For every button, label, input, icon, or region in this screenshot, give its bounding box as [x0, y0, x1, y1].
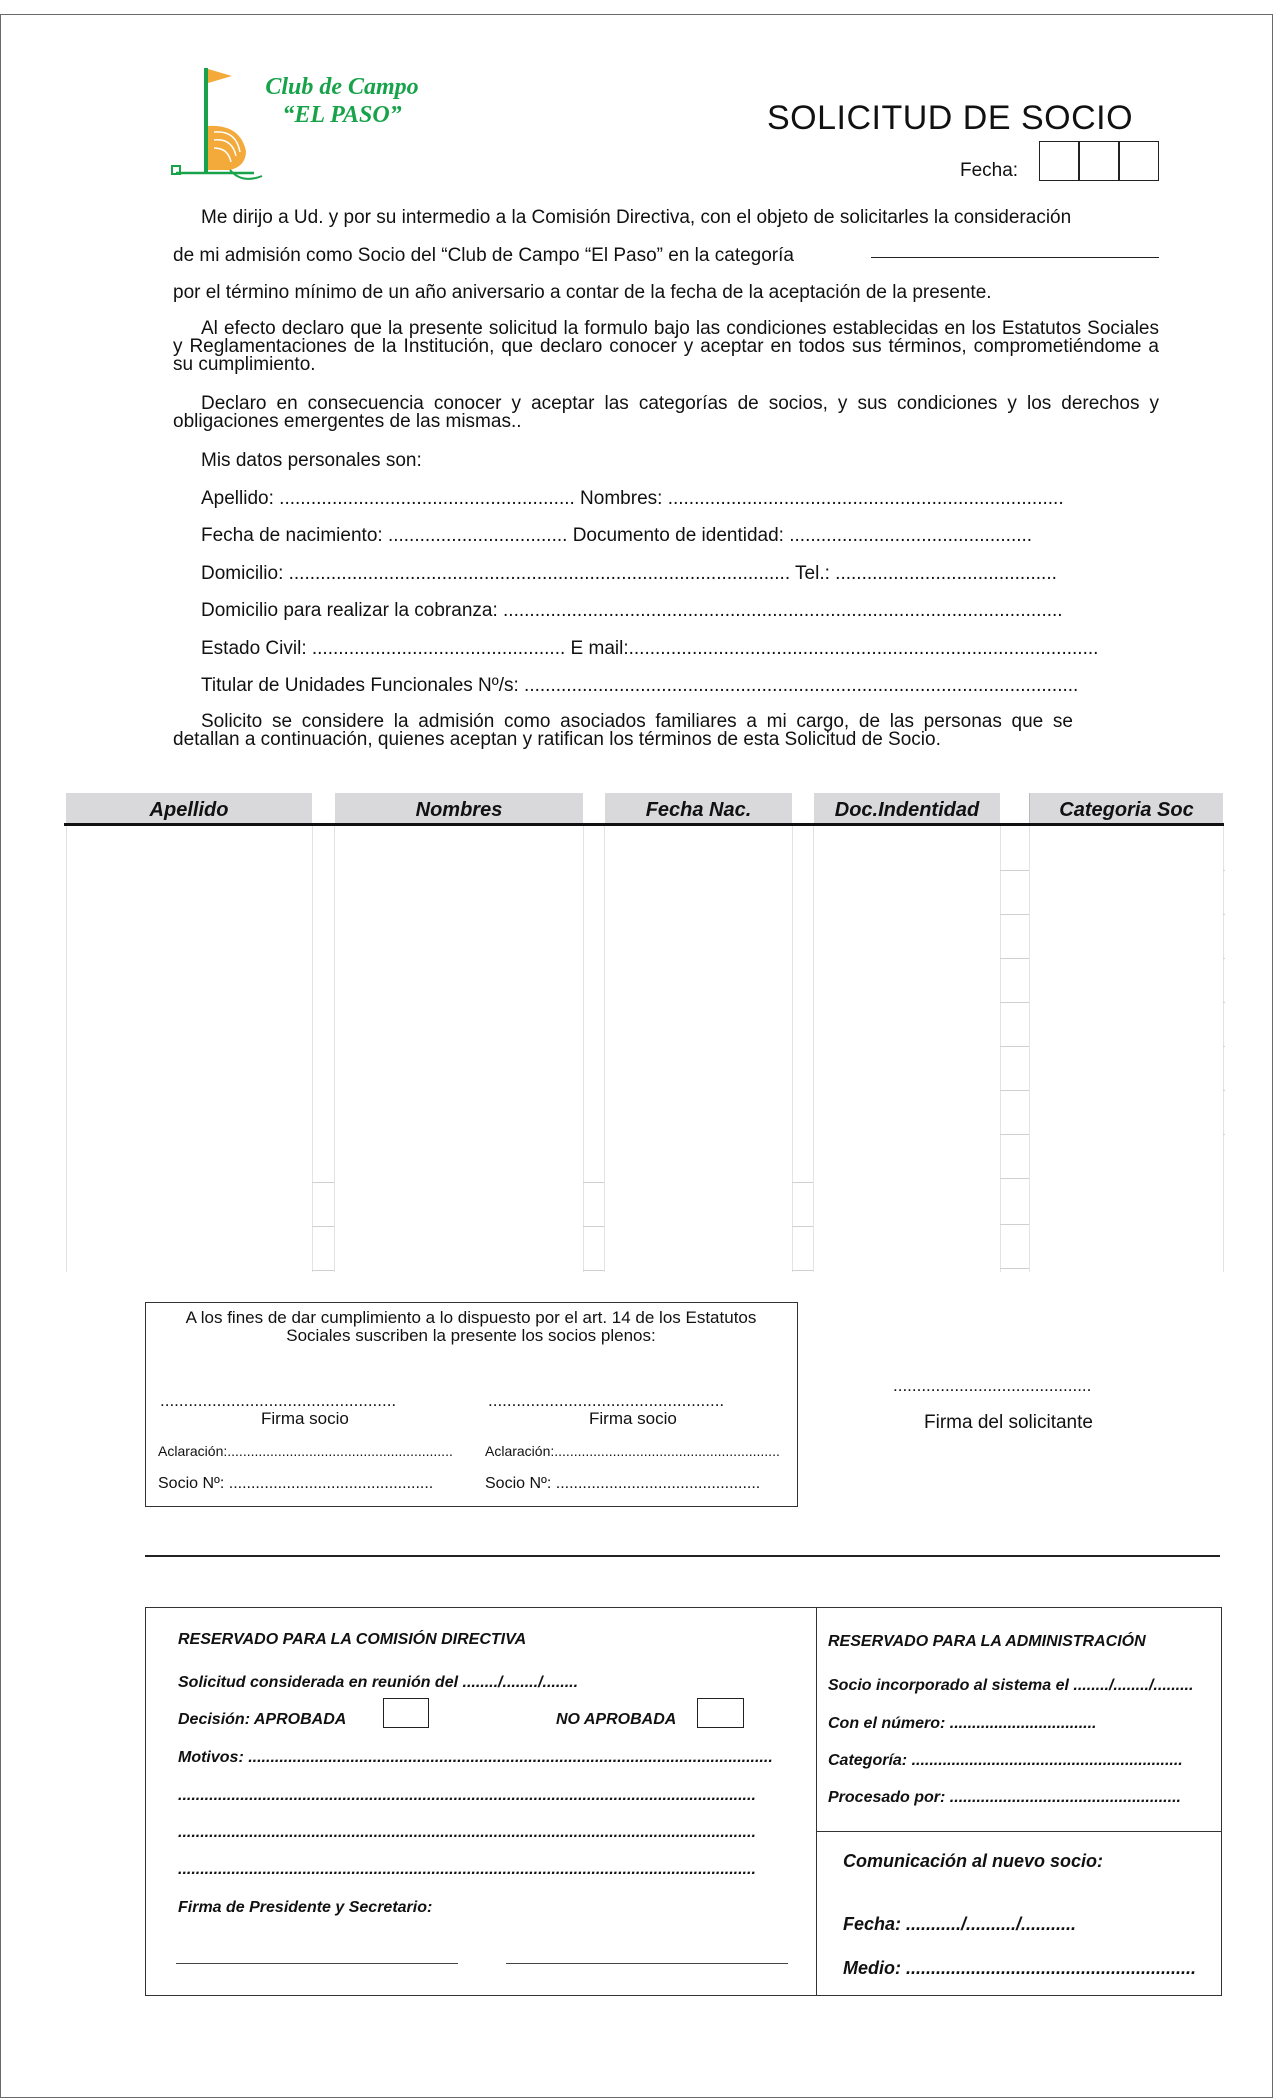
- reserved-column-divider: [816, 1607, 817, 1996]
- field-estado-email[interactable]: Estado Civil: ................................................ E mail:.........................................................................................: [201, 638, 1099, 659]
- col-header-apellido: Apellido: [66, 793, 312, 823]
- admin-heading: RESERVADO PARA LA ADMINISTRACIÓN: [828, 1633, 1146, 1650]
- field-nacimiento-documento[interactable]: Fecha de nacimiento: .................................. Documento de identidad: ..............................................: [201, 525, 1033, 546]
- paragraph-1-line2: de mi admisión como Socio del “Club de Campo “El Paso” en la categoría: [173, 245, 794, 266]
- directiva-motivos-line2[interactable]: ..................................................................................................................................: [178, 1787, 756, 1804]
- applicant-signature-label: Firma del solicitante: [924, 1412, 1093, 1433]
- date-year-box[interactable]: [1119, 141, 1159, 181]
- admin-categoria[interactable]: Categoría: .............................................................: [828, 1752, 1183, 1769]
- sponsor-2-socio-no[interactable]: Socio Nº: ..............................................: [485, 1475, 761, 1492]
- field-titular-unidades[interactable]: Titular de Unidades Funcionales Nº/s: .........................................................................................................: [201, 675, 1079, 696]
- field-domicilio-tel[interactable]: Domicilio: ............................................................................................... Tel.: ..........................................: [201, 563, 1057, 584]
- directiva-decision: Decisión: APROBADA: [178, 1711, 347, 1728]
- directiva-motivos-line3[interactable]: ..................................................................................................................................: [178, 1824, 756, 1841]
- club-name-line2: “EL PASO”: [282, 102, 402, 128]
- golf-flag-icon: [170, 66, 270, 184]
- col-header-categoria: Categoria Soc: [1030, 793, 1223, 823]
- sponsor-1-socio-no[interactable]: Socio Nº: ..............................................: [158, 1475, 434, 1492]
- club-logo: [170, 66, 270, 184]
- field-apellido-nombres[interactable]: Apellido: ........................................................ Nombres: ...........................................................................: [201, 488, 1064, 509]
- paragraph-2: Al efecto declaro que la presente solicitud la formulo bajo las condiciones establecidas en los Estatutos Sociales y Reglamentaciones de la Institución, que declaro conocer y aceptar en todos sus términos, comprometiéndome a su cumplimiento.: [173, 318, 1159, 375]
- field-domicilio-cobranza[interactable]: Domicilio para realizar la cobranza: ..........................................................................................................: [201, 600, 1063, 621]
- applicant-signature-dots[interactable]: ..........................................: [893, 1376, 1092, 1395]
- directiva-firma-label: Firma de Presidente y Secretario:: [178, 1899, 433, 1916]
- sponsor-1-aclaracion[interactable]: Aclaración:..........................................................: [158, 1443, 453, 1459]
- sponsor-2-firma-label: Firma socio: [589, 1409, 677, 1428]
- directiva-heading: RESERVADO PARA LA COMISIÓN DIRECTIVA: [178, 1631, 527, 1648]
- paragraph-1-line1: Me dirijo a Ud. y por su intermedio a la Comisión Directiva, con el objeto de solicitarles la consideración: [201, 207, 1072, 228]
- presidente-signature-line[interactable]: [176, 1963, 458, 1964]
- sponsors-box: [145, 1302, 798, 1507]
- admin-procesado[interactable]: Procesado por: ....................................................: [828, 1789, 1181, 1806]
- paragraph-5: Solicito se considere la admisión como asociados familiares a mi cargo, de las personas que se detallan a continuación, quienes aceptan y ratifican los términos de esta Solicitud de Socio.: [173, 711, 1073, 750]
- secretario-signature-line[interactable]: [506, 1963, 788, 1964]
- directiva-motivos[interactable]: Motivos: ......................................................................................................................: [178, 1749, 773, 1766]
- paragraph-1-line3: por el término mínimo de un año aniversario a contar de la fecha de la aceptación de la presente.: [173, 282, 992, 303]
- sponsor-2-aclaracion[interactable]: Aclaración:..........................................................: [485, 1443, 780, 1459]
- club-name-line1: Club de Campo: [265, 74, 419, 100]
- admin-split-line: [816, 1831, 1222, 1832]
- directiva-reunion[interactable]: Solicitud considerada en reunión del ......../......../........: [178, 1674, 579, 1691]
- col-header-doc-identidad: Doc.Indentidad: [814, 793, 1000, 823]
- date-day-box[interactable]: [1039, 141, 1079, 181]
- category-blank[interactable]: [871, 257, 1159, 258]
- aprobada-checkbox[interactable]: [383, 1698, 429, 1728]
- sponsor-1-signature-dots[interactable]: ..................................................: [160, 1391, 397, 1410]
- no-aprobada-checkbox[interactable]: [697, 1698, 744, 1728]
- directiva-no-aprobada: NO APROBADA: [556, 1711, 677, 1728]
- section-divider: [145, 1555, 1220, 1557]
- table-header-rule: [64, 823, 1224, 826]
- club-name: [262, 73, 422, 129]
- admin-medio[interactable]: Medio: ..........................................................: [843, 1958, 1197, 1978]
- date-label: Fecha:: [960, 160, 1019, 181]
- sponsor-1-firma-label: Firma socio: [261, 1409, 349, 1428]
- admin-numero[interactable]: Con el número: .................................: [828, 1715, 1097, 1732]
- sponsor-2-signature-dots[interactable]: ..................................................: [488, 1391, 725, 1410]
- paragraph-3: Declaro en consecuencia conocer y aceptar las categorías de socios, y sus condiciones y los derechos y obligaciones emergentes de las mismas..: [173, 393, 1159, 432]
- col-header-nombres: Nombres: [335, 793, 583, 823]
- col-header-fecha-nac: Fecha Nac.: [605, 793, 792, 823]
- paragraph-4: Mis datos personales son:: [201, 450, 422, 471]
- admin-comunicacion: Comunicación al nuevo socio:: [843, 1851, 1104, 1871]
- admin-incorporado[interactable]: Socio incorporado al sistema el ......../......../.........: [828, 1677, 1194, 1694]
- page-title: SOLICITUD DE SOCIO: [767, 99, 1134, 137]
- sponsors-intro: A los fines de dar cumplimiento a lo dispuesto por el art. 14 de los Estatutos Sociales suscriben la presente los socios plenos:: [185, 1308, 757, 1345]
- directiva-motivos-line4[interactable]: ..................................................................................................................................: [178, 1861, 756, 1878]
- admin-fecha[interactable]: Fecha: .........../........../...........: [843, 1914, 1077, 1934]
- date-month-box[interactable]: [1079, 141, 1119, 181]
